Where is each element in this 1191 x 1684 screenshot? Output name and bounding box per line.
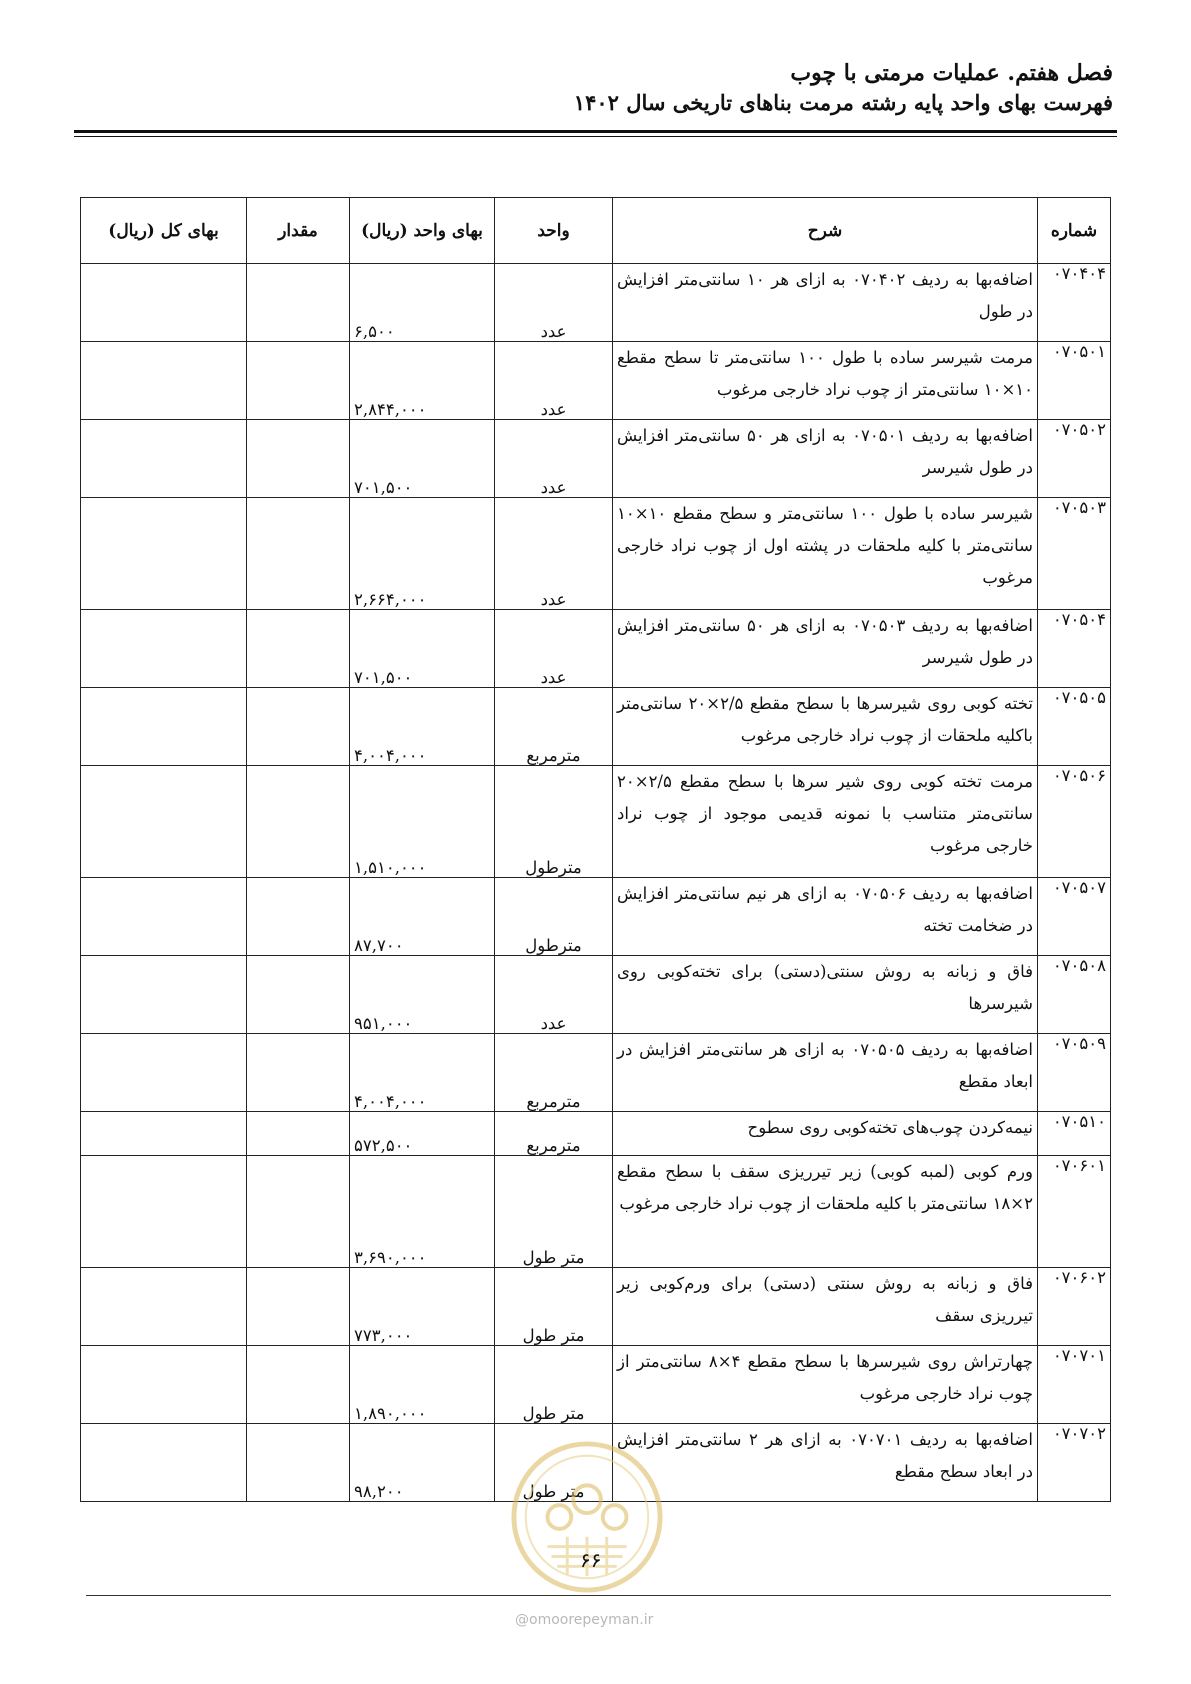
- item-quantity: [247, 610, 350, 688]
- item-unit: عدد: [495, 956, 613, 1034]
- item-quantity: [247, 1346, 350, 1424]
- item-unit: عدد: [495, 498, 613, 610]
- item-total-price: [81, 420, 247, 498]
- item-unit-price: ۸۷,۷۰۰: [350, 878, 495, 956]
- chapter-title: فصل هفتم. عملیات مرمتی با چوب: [790, 60, 1113, 86]
- item-unit: متر طول: [495, 1156, 613, 1268]
- item-total-price: [81, 688, 247, 766]
- item-total-price: [81, 956, 247, 1034]
- item-quantity: [247, 956, 350, 1034]
- item-unit-price: ۹۵۱,۰۰۰: [350, 956, 495, 1034]
- table-row: [81, 688, 1111, 766]
- item-total-price: [81, 1268, 247, 1346]
- item-code: ۰۷۰۵۱۰: [1038, 1112, 1111, 1156]
- item-unit: مترطول: [495, 766, 613, 878]
- item-description: اضافه‌بها به ردیف ۰۷۰۴۰۲ به ازای هر ۱۰ سانتی‌متر افزایش در طول: [613, 264, 1038, 342]
- item-unit-price: ۷۰۱,۵۰۰: [350, 610, 495, 688]
- item-code: ۰۷۰۷۰۲: [1038, 1424, 1111, 1502]
- header-rule-thin: [74, 136, 1117, 137]
- item-quantity: [247, 1424, 350, 1502]
- item-unit-price: ۷۰۱,۵۰۰: [350, 420, 495, 498]
- item-total-price: [81, 498, 247, 610]
- header-total-price: بهای کل (ریال): [81, 198, 247, 264]
- footer-rule: [86, 1595, 1111, 1596]
- table-row: [81, 1346, 1111, 1424]
- item-unit-price: ۲,۸۴۴,۰۰۰: [350, 342, 495, 420]
- item-description: ورم کوبی (لمبه کوبی) زیر تیرریزی سقف با سطح مقطع ۲×۱۸ سانتی‌متر با کلیه ملحقات از چوب نراد خارجی مرغوب: [613, 1156, 1038, 1268]
- item-quantity: [247, 1112, 350, 1156]
- item-quantity: [247, 878, 350, 956]
- item-description: اضافه‌بها به ردیف ۰۷۰۷۰۱ به ازای هر ۲ سانتی‌متر افزایش در ابعاد سطح مقطع: [613, 1424, 1038, 1502]
- item-unit-price: ۹۸,۲۰۰: [350, 1424, 495, 1502]
- item-description: فاق و زبانه به روش سنتی(دستی) برای تخته‌کوبی روی شیرسرها: [613, 956, 1038, 1034]
- item-unit: متر طول: [495, 1424, 613, 1502]
- item-unit: متر طول: [495, 1346, 613, 1424]
- item-code: ۰۷۰۵۰۴: [1038, 610, 1111, 688]
- item-description: مرمت تخته کوبی روی شیر سرها با سطح مقطع ۲/۵×۲۰ سانتی‌متر متناسب با نمونه قدیمی موجود از چوب نراد خارجی مرغوب: [613, 766, 1038, 878]
- item-total-price: [81, 264, 247, 342]
- item-quantity: [247, 1268, 350, 1346]
- item-code: ۰۷۰۵۰۶: [1038, 766, 1111, 878]
- item-quantity: [247, 264, 350, 342]
- item-code: ۰۷۰۵۰۹: [1038, 1034, 1111, 1112]
- table-row: [81, 1156, 1111, 1268]
- table-row: [81, 264, 1111, 342]
- table-row: [81, 1034, 1111, 1112]
- item-total-price: [81, 342, 247, 420]
- item-unit-price: ۳,۶۹۰,۰۰۰: [350, 1156, 495, 1268]
- item-unit-price: ۴,۰۰۴,۰۰۰: [350, 688, 495, 766]
- item-description: تخته کوبی روی شیرسرها با سطح مقطع ۲/۵×۲۰ سانتی‌متر باکلیه ملحقات از چوب نراد خارجی مرغوب: [613, 688, 1038, 766]
- item-unit-price: ۱,۸۹۰,۰۰۰: [350, 1346, 495, 1424]
- item-unit-price: ۲,۶۶۴,۰۰۰: [350, 498, 495, 610]
- table-header-row: [81, 198, 1111, 264]
- document-title: فهرست بهای واحد پایه رشته مرمت بناهای تاریخی سال ۱۴۰۲: [573, 90, 1113, 115]
- item-code: ۰۷۰۵۰۲: [1038, 420, 1111, 498]
- item-description: اضافه‌بها به ردیف ۰۷۰۵۰۵ به ازای هر سانتی‌متر افزایش در ابعاد مقطع: [613, 1034, 1038, 1112]
- header-unit-price: بهای واحد (ریال): [350, 198, 495, 264]
- item-description: اضافه‌بها به ردیف ۰۷۰۵۰۳ به ازای هر ۵۰ سانتی‌متر افزایش در طول شیرسر: [613, 610, 1038, 688]
- item-unit: عدد: [495, 342, 613, 420]
- table-row: [81, 342, 1111, 420]
- item-code: ۰۷۰۴۰۴: [1038, 264, 1111, 342]
- page-header: [78, 58, 1113, 118]
- item-code: ۰۷۰۷۰۱: [1038, 1346, 1111, 1424]
- item-unit: مترمربع: [495, 1112, 613, 1156]
- price-list-table: [80, 197, 1111, 1502]
- item-unit-price: ۷۷۳,۰۰۰: [350, 1268, 495, 1346]
- item-description: اضافه‌بها به ردیف ۰۷۰۵۰۱ به ازای هر ۵۰ سانتی‌متر افزایش در طول شیرسر: [613, 420, 1038, 498]
- item-description: نیمه‌کردن چوب‌های تخته‌کوبی روی سطوح: [613, 1112, 1038, 1156]
- item-total-price: [81, 1424, 247, 1502]
- item-code: ۰۷۰۵۰۱: [1038, 342, 1111, 420]
- table-row: [81, 420, 1111, 498]
- item-code: ۰۷۰۶۰۱: [1038, 1156, 1111, 1268]
- table-row: [81, 498, 1111, 610]
- item-quantity: [247, 766, 350, 878]
- table-row: [81, 1268, 1111, 1346]
- header-description: شرح: [613, 198, 1038, 264]
- header-rule-thick: [74, 130, 1117, 133]
- item-unit-price: ۵۷۲,۵۰۰: [350, 1112, 495, 1156]
- item-description: فاق و زبانه به روش سنتی (دستی) برای ورم‌کوبی زیر تیرریزی سقف: [613, 1268, 1038, 1346]
- table-row: [81, 878, 1111, 956]
- table-row: [81, 1112, 1111, 1156]
- item-total-price: [81, 1156, 247, 1268]
- item-total-price: [81, 610, 247, 688]
- header-quantity: مقدار: [247, 198, 350, 264]
- item-code: ۰۷۰۵۰۸: [1038, 956, 1111, 1034]
- table-row: [81, 766, 1111, 878]
- item-total-price: [81, 1346, 247, 1424]
- item-total-price: [81, 766, 247, 878]
- item-unit: متر طول: [495, 1268, 613, 1346]
- item-quantity: [247, 1034, 350, 1112]
- table-row: [81, 610, 1111, 688]
- item-description: مرمت شیرسر ساده با طول ۱۰۰ سانتی‌متر تا سطح مقطع ۱۰×۱۰ سانتی‌متر از چوب نراد خارجی مرغوب: [613, 342, 1038, 420]
- item-unit: مترطول: [495, 878, 613, 956]
- item-unit: عدد: [495, 264, 613, 342]
- item-quantity: [247, 1156, 350, 1268]
- header-number: شماره: [1038, 198, 1111, 264]
- item-unit: عدد: [495, 420, 613, 498]
- item-unit-price: ۶,۵۰۰: [350, 264, 495, 342]
- item-total-price: [81, 1034, 247, 1112]
- item-description: اضافه‌بها به ردیف ۰۷۰۵۰۶ به ازای هر نیم سانتی‌متر افزایش در ضخامت تخته: [613, 878, 1038, 956]
- item-description: شیرسر ساده با طول ۱۰۰ سانتی‌متر و سطح مقطع ۱۰×۱۰ سانتی‌متر با کلیه ملحقات در پشته اول از چوب نراد خارجی مرغوب: [613, 498, 1038, 610]
- item-quantity: [247, 420, 350, 498]
- item-quantity: [247, 342, 350, 420]
- item-unit: عدد: [495, 610, 613, 688]
- item-unit: مترمربع: [495, 1034, 613, 1112]
- item-unit: مترمربع: [495, 688, 613, 766]
- item-quantity: [247, 688, 350, 766]
- item-unit-price: ۱,۵۱۰,۰۰۰: [350, 766, 495, 878]
- item-quantity: [247, 498, 350, 610]
- watermark-site: @omoorepeyman.ir: [515, 1612, 654, 1628]
- header-unit: واحد: [495, 198, 613, 264]
- item-code: ۰۷۰۵۰۳: [1038, 498, 1111, 610]
- item-code: ۰۷۰۵۰۵: [1038, 688, 1111, 766]
- item-code: ۰۷۰۵۰۷: [1038, 878, 1111, 956]
- item-total-price: [81, 1112, 247, 1156]
- item-code: ۰۷۰۶۰۲: [1038, 1268, 1111, 1346]
- item-unit-price: ۴,۰۰۴,۰۰۰: [350, 1034, 495, 1112]
- item-description: چهارتراش روی شیرسرها با سطح مقطع ۴×۸ سانتی‌متر از چوب نراد خارجی مرغوب: [613, 1346, 1038, 1424]
- page-number: ۶۶: [580, 1548, 602, 1572]
- seal-watermark-icon: [508, 1438, 666, 1596]
- item-total-price: [81, 878, 247, 956]
- table-row: [81, 956, 1111, 1034]
